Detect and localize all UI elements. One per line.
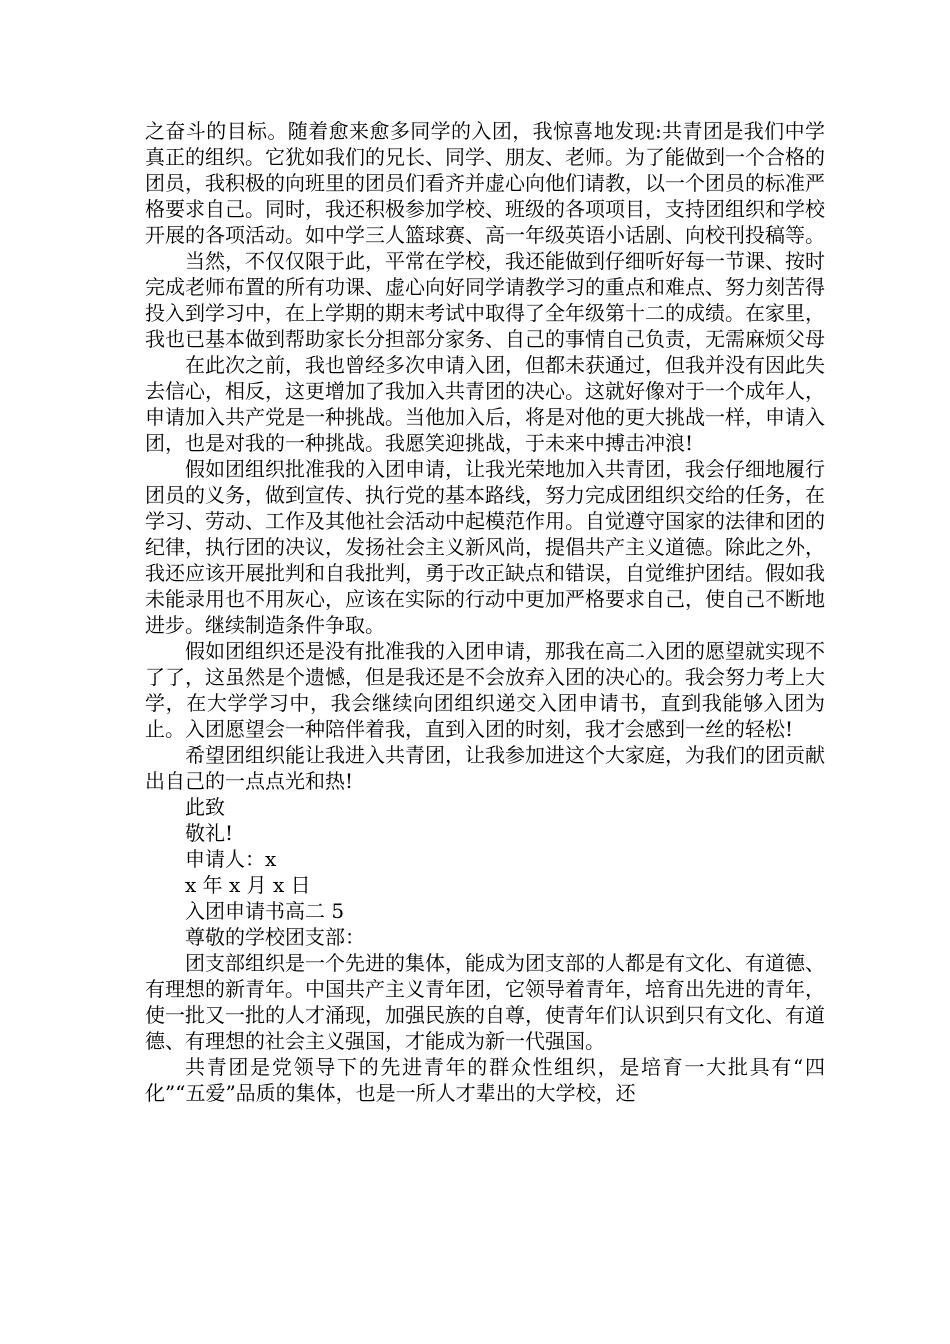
closing-salutation: 此致 bbox=[185, 795, 225, 819]
document-page bbox=[145, 118, 825, 1106]
paragraph-if-not-approved: 假如团组织还是没有批准我的入团申请，那我在高二入团的愿望就实现不了了，这虽然是个遗憾，但是我还是不会放弃入团的决心的。我会努力考上大学，在大学学习中，我会继续向团组织递交入团申请书，直到我能够入团为止。入团愿望会一种陪伴着我，直到入团的时刻，我才会感到一丝的轻松! bbox=[145, 639, 825, 741]
applicant-line: 申请人：x bbox=[185, 847, 277, 871]
paragraph-previous-applications: 在此次之前，我也曾经多次申请入团，但都未获通过，但我并没有因此失去信心，相反，这更增加了我加入共青团的决心。这就好像对于一个成年人，申请加入共产党是一种挑战。当他加入后，将是对他的更大挑战一样，申请入团，也是对我的一种挑战。我愿笑迎挑战，于未来中搏击冲浪! bbox=[145, 353, 825, 455]
paragraph-continuation: 之奋斗的目标。随着愈来愈多同学的入团，我惊喜地发现:共青团是我们中学真正的组织。它犹如我们的兄长、同学、朋友、老师。为了能做到一个合格的团员，我积极的向班里的团员们看齐并虚心向他们请教，以一个团员的标准严格要求自己。同时，我还积极参加学校、班级的各项项目，支持团组织和学校开展的各项活动。如中学三人篮球赛、高一年级英语小话剧、向校刊投稿等。 bbox=[145, 119, 825, 247]
greeting-line: 尊敬的学校团支部： bbox=[185, 925, 365, 949]
date-line: x 年 x 月 x 日 bbox=[185, 873, 311, 897]
closing-respect: 敬礼! bbox=[185, 821, 234, 845]
paragraph-school-performance: 当然，不仅仅限于此，平常在学校，我还能做到仔细听好每一节课、按时完成老师布置的所有功课、虚心向好同学请教学习的重点和难点、努力刻苦得投入到学习中，在上学期的期末考试中取得了全年级第十二的成绩。在家里，我也已基本做到帮助家长分担部分家务、自己的事情自己负责，无需麻烦父母 bbox=[145, 249, 825, 351]
section-title: 入团申请书高二 5 bbox=[185, 899, 345, 923]
paragraph-hope: 希望团组织能让我进入共青团，让我参加进这个大家庭，为我们的团贡献出自己的一点点光和热! bbox=[145, 743, 825, 793]
paragraph-if-approved: 假如团组织批准我的入团申请，让我光荣地加入共青团，我会仔细地履行团员的义务，做到宣传、执行党的基本路线，努力完成团组织交给的任务，在学习、劳动、工作及其他社会活动中起模范作用。自觉遵守国家的法律和团的纪律，执行团的决议，发扬社会主义新风尚，提倡共产主义道德。除此之外，我还应该开展批判和自我批判，勇于改正缺点和错误，自觉维护团结。假如我未能录用也不用灰心，应该在实际的行动中更加严格要求自己，使自己不断地进步。继续制造条件争取。 bbox=[145, 457, 825, 637]
paragraph-branch-intro: 团支部组织是一个先进的集体，能成为团支部的人都是有文化、有道德、有理想的新青年。中国共产主义青年团，它领导着青年，培育出先进的青年，使一批又一批的人才涌现，加强民族的自尊，使青年们认识到只有文化、有道德、有理想的社会主义强国，才能成为新一代强国。 bbox=[145, 951, 825, 1053]
paragraph-league-description: 共青团是党领导下的先进青年的群众性组织，是培育一大批具有“四化”“五爱”品质的集体，也是一所人才辈出的大学校，还 bbox=[145, 1055, 825, 1105]
